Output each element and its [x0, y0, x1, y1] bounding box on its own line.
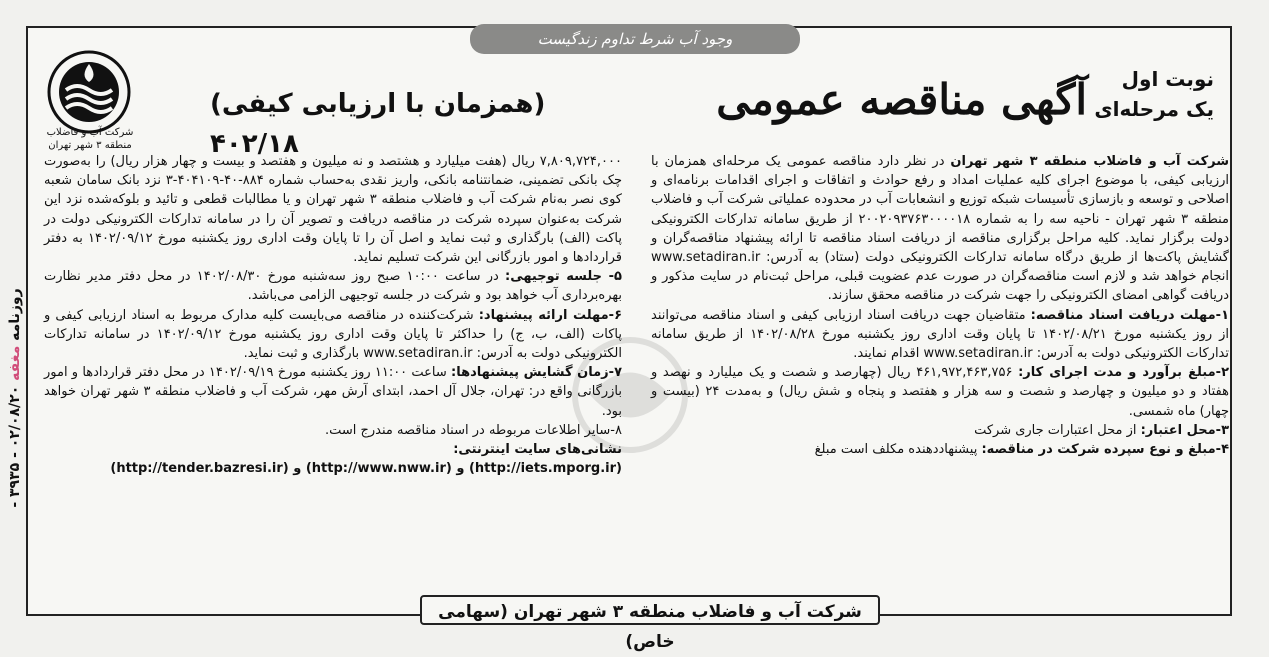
intro-text: در نظر دارد مناقصه عمومی یک مرحله‌ای همزمان با ارزیابی کیفی، با موضوع اجرای کلیه عملیات امداد و رفع حوادث و اتفاقات و اجرای اقدامات برنامه‌ای و اصلاحی و توسعه و بازسازی تأسیسات شبکه توزیع و انشعابات آب در محدوده عملیاتی شرکت آب و فاضلاب منطقه ۳ شهر تهران - ناحیه سه را به شماره ۲۰۰۲۰۹۳۷۶۳۰۰۰۰۱۸ از طریق سامانه تدارکات الکترونیکی دولت برگزار نماید. کلیه مراحل برگزاری مناقصه از دریافت اسناد مناقصه تا ارائه پیشنهاد مناقصه‌گران و گشایش پاکت‌ها از طریق درگاه سامانه تدارکات الکترونیکی دولت (ستاد) به آدرس: www.setadiran.ir انجام خواهد شد و لازم است مناقصه‌گران در صورت عدم عضویت قبلی، مراحل ثبت‌نام در سایت مذکور و دریافت گواهی امضای الکترونیکی را جهت شرکت در مناقصه محقق سازند.: [651, 154, 1230, 304]
logo-line1: شرکت آب و فاضلاب: [46, 127, 134, 138]
item-4-text: پیشنهاددهنده مکلف است مبلغ: [814, 442, 982, 458]
sites-title: نشانی‌های سایت اینترنتی:: [453, 442, 622, 458]
intro-paragraph: [651, 152, 1229, 306]
slogan-banner: وجود آب شرط تداوم زندگیست: [470, 24, 800, 54]
item-3-title: ۳-محل اعتبار:: [1140, 422, 1229, 438]
deposit-continuation: ۷,۸۰۹,۷۲۴,۰۰۰ ریال (هفت میلیارد و هشتصد و نه میلیون و هفتصد و بیست و چهار هزار ریال) را به‌صورت چک بانکی تضمینی، ضمانتنامه بانکی، واریز نقدی به‌حساب شماره ۸۸۴-۴۰-۴۰۴۱۰۹-۳ نزد بانک سامان شعبه کوی نصر به‌نام شرکت آب و فاضلاب منطقه ۳ شهر تهران و یا مطالبات قطعی و تائید و بلوکه‌شده نزد این شرکت به‌عنوان سپرده شرکت در مناقصه دریافت و تصویر آن را در سامانه تدارکات الکترونیکی دولت در پاکت (الف) بارگذاری و ثبت نماید و اصل آن را تا پایان وقت اداری روز یکشنبه مورخ ۱۴۰۲/۰۹/۱۲ به دفتر قراردادها و امور بازرگانی این شرکت تسلیم نماید.: [44, 154, 623, 266]
item-2-title: ۲-مبلغ برآورد و مدت اجرای کار:: [1018, 365, 1229, 381]
item-1-text: متقاضیان جهت دریافت اسناد ارزیابی کیفی و اسناد مناقصه می‌توانند از روز یکشنبه مورخ ۱۴۰۲/۰۸/۲۱ تا پایان وقت اداری روز یکشنبه مورخ ۱۴۰۲/۰۸/۲۸ از طریق سامانه تدارکات الکترونیکی دولت به آدرس: www.setadiran.ir اقدام نمایند.: [651, 307, 1229, 362]
stage-line2: یک مرحله‌ای: [1094, 97, 1214, 121]
item-7-title: ۷-زمان گشایش پیشنهادها:: [451, 365, 622, 381]
item-3: [651, 421, 1229, 440]
side-label-text: روزنامه مغفه ۰۲/۰۸/۲۰ - ۳۹۳۵ -: [7, 288, 23, 508]
item-5-text: در ساعت ۱۰:۰۰ صبح روز سه‌شنبه مورخ ۱۴۰۲/۰۸/۳۰ در محل دفتر مدیر نظارت بهره‌برداری آب خواهد بود و شرکت در جلسه توجیهی الزامی می‌باشد.: [44, 269, 622, 304]
footer-company-name: شرکت آب و فاضلاب منطقه ۳ شهر تهران (سهامی خاص): [420, 595, 880, 625]
side-issue: ۰۲/۰۸/۲۰ - ۳۹۳۵ -: [7, 385, 23, 508]
sites-links[interactable]: (http://iets.mporg.ir) و (http://www.nww.ir) و (http://tender.bazresi.ir): [110, 461, 622, 477]
item-1: [651, 306, 1229, 364]
page-subtitle: (همزمان با ارزیابی کیفی) ۴۰۲/۱۸: [210, 89, 546, 159]
item-3-text: از محل اعتبارات جاری شرکت: [974, 422, 1141, 438]
item-7-text: ساعت ۱۱:۰۰ روز یکشنبه مورخ ۱۴۰۲/۰۹/۱۹ در محل دفتر قراردادها و امور بازرگانی واقع در: تهران، جلال آل احمد، ابتدای آرش مهر، شرکت آب و فاضلاب منطقه ۳ شهر تهران خواهد بود.: [44, 365, 622, 419]
side-newspaper-name: مغفه: [7, 345, 23, 381]
item-5: [44, 267, 622, 305]
item-2-text: ۴۶۱,۹۷۲,۴۶۳,۷۵۶ ریال (چهارصد و شصت و یک میلیارد و نهصد و هفتاد و دو میلیون و چهارصد و شصت و سه هزار و هفتصد و پنجاه و شش ریال) و به‌مدت ۲۴ (بیست و چهار) ماه شمسی.: [651, 365, 1229, 419]
item-6-text: شرکت‌کننده در مناقصه می‌بایست کلیه مدارک مربوط به اسناد ارزیابی کیفی و پاکات (الف، ب، ج) را حداکثر تا پایان وقت اداری روز یکشنبه مورخ ۱۴۰۲/۰۹/۱۲ در سامانه تدارکات الکترونیکی دولت به آدرس: www.setadiran.ir بارگذاری و ثبت نماید.: [44, 307, 622, 362]
item-7: [44, 363, 622, 421]
stage-label: [1094, 64, 1214, 124]
item-4: [651, 440, 1229, 459]
item-6-title: ۶-مهلت ارائه پیشنهاد:: [478, 307, 622, 323]
side-label: [0, 250, 26, 550]
stage-line1: نوبت اول: [1121, 67, 1214, 91]
item-1-title: ۱-مهلت دریافت اسناد مناقصه:: [1030, 307, 1229, 323]
page-title: آگهی مناقصه عمومی: [716, 75, 1087, 124]
intro-company: شرکت آب و فاضلاب منطقه ۳ شهر تهران: [950, 154, 1229, 169]
item-4-title: ۴-مبلغ و نوع سپرده شرکت در مناقصه:: [981, 442, 1229, 458]
item-2: [651, 363, 1229, 421]
item-5-title: ۵- جلسه توجیهی:: [505, 269, 622, 285]
logo-line2: منطقه ۳ شهر تهران: [48, 140, 132, 151]
item-8: ۸-سایر اطلاعات مربوطه در اسناد مناقصه مندرج است.: [324, 422, 622, 438]
item-6: [44, 306, 622, 364]
right-column: [651, 152, 1229, 459]
left-column: [44, 152, 622, 478]
logo-caption: [40, 126, 140, 152]
